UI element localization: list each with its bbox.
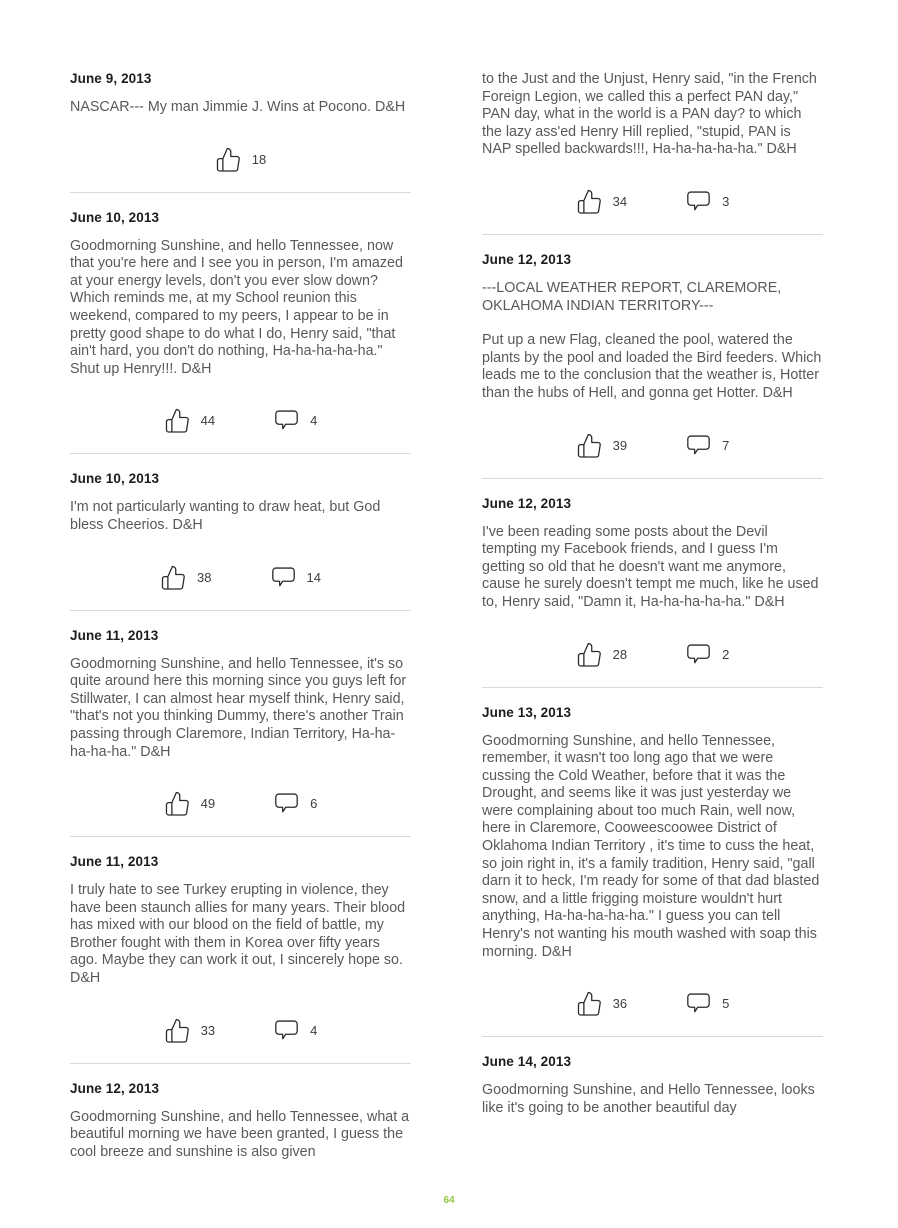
comment-count: 2 <box>722 646 730 662</box>
comment-bubble-icon <box>685 432 712 459</box>
like-count: 28 <box>612 646 628 662</box>
thumbs-up-icon <box>576 188 603 215</box>
post-date: June 13, 2013 <box>482 704 572 720</box>
left-column <box>70 71 411 1161</box>
post-text: Put up a new Flag, cleaned the pool, watered the plants by the pool and loaded the Bird feeders. Which leads me to the conclusion that the weather is, Hotter than the hubs of Hell, and gonna get Hotter. D&H <box>482 332 822 401</box>
engagement-row <box>70 564 411 591</box>
post-divider <box>70 836 411 837</box>
thumbs-up-icon <box>576 990 603 1017</box>
thumbs-up-icon <box>164 1017 191 1044</box>
like-stat <box>160 564 211 591</box>
thumbs-up-icon <box>164 790 191 817</box>
comment-stat <box>685 432 729 459</box>
like-count: 36 <box>612 996 628 1012</box>
comment-count: 4 <box>310 1022 318 1038</box>
post <box>70 471 411 610</box>
post-text: I truly hate to see Turkey erupting in violence, they have been staunch allies for many years. Their blood has mixed with our blood on the field of battle, my Brother fought with them in Korea over fifty years ago. Maybe they can work it out, I sincerely hope so. D&H <box>70 882 406 987</box>
post-text: to the Just and the Unjust, Henry said, "in the French Foreign Legion, we called this a perfect PAN day," PAN day, what in the world is a PAN day? to which the lazy ass'ed Henry Hill replied, "stupid, PAN is NAP spelled backwards!!!, Ha-ha-ha-ha-ha." D&H <box>482 71 817 158</box>
comment-count: 4 <box>310 413 318 429</box>
comment-count: 3 <box>722 193 730 209</box>
like-stat <box>164 407 215 434</box>
like-stat <box>576 641 627 668</box>
post-divider <box>482 478 823 479</box>
post <box>70 628 411 838</box>
comment-stat <box>273 1017 317 1044</box>
like-count: 33 <box>200 1022 216 1038</box>
post <box>70 71 411 193</box>
post-divider <box>70 453 411 454</box>
like-stat <box>576 990 627 1017</box>
post <box>482 496 823 688</box>
comment-count: 14 <box>306 569 321 585</box>
thumbs-up-icon <box>164 407 191 434</box>
post-date: June 11, 2013 <box>70 627 159 643</box>
comment-count: 5 <box>722 996 730 1012</box>
post <box>482 252 823 479</box>
post-date: June 11, 2013 <box>70 854 159 870</box>
thumbs-up-icon <box>215 146 242 173</box>
post <box>70 854 411 1064</box>
right-column <box>482 71 823 1117</box>
like-stat <box>576 432 627 459</box>
comment-bubble-icon <box>273 407 300 434</box>
engagement-row <box>70 407 411 434</box>
post-date: June 10, 2013 <box>70 471 160 487</box>
post-date: June 14, 2013 <box>482 1054 572 1070</box>
like-count: 18 <box>251 151 267 167</box>
post-text: I'm not particularly wanting to draw heat, but God bless Cheerios. D&H <box>70 499 381 533</box>
post-text: Goodmorning Sunshine, and hello Tennessee, it's so quite around here this morning since you guys left for Stillwater, I can almost hear myself think, Henry said, "that's not you thinking Dummy, there's another Train passing through Claremore, Indian Territory, Ha-ha-ha-ha-ha." D&H <box>70 655 407 760</box>
post-divider <box>482 234 823 235</box>
engagement-row <box>482 432 823 459</box>
like-count: 49 <box>200 796 216 812</box>
thumbs-up-icon <box>160 564 187 591</box>
post-divider <box>70 610 411 611</box>
comment-bubble-icon <box>273 1017 300 1044</box>
post-divider <box>70 1063 411 1064</box>
comment-stat <box>685 188 729 215</box>
post-text: Goodmorning Sunshine, and Hello Tennessee, looks like it's going to be another beautiful day <box>482 1082 815 1116</box>
page-number: 64 <box>443 1195 455 1206</box>
post-text: Goodmorning Sunshine, and hello Tennessee, now that you're here and I see you in person, I'm amazed at your energy levels, don't you ever slow down? Which reminds me, at my School reunion this weekend, compared to my peers, I appear to be in pretty good shape to do what I do, Henry said, "that ain't hard, you don't do nothing, Ha-ha-ha-ha-ha." Shut up Henry!!!. D&H <box>70 237 403 377</box>
post-date: June 12, 2013 <box>482 251 572 267</box>
thumbs-up-icon <box>576 432 603 459</box>
comment-stat <box>270 564 321 591</box>
post-text: NASCAR--- My man Jimmie J. Wins at Pocono. D&H <box>70 99 406 115</box>
like-count: 39 <box>612 437 628 453</box>
engagement-row <box>70 790 411 817</box>
engagement-row <box>70 1017 411 1044</box>
post-divider <box>70 192 411 193</box>
comment-bubble-icon <box>273 790 300 817</box>
engagement-row <box>482 990 823 1017</box>
like-count: 34 <box>612 193 628 209</box>
comment-bubble-icon <box>685 641 712 668</box>
comment-stat <box>685 641 729 668</box>
comment-bubble-icon <box>270 564 297 591</box>
post <box>70 210 411 455</box>
comment-stat <box>273 407 317 434</box>
thumbs-up-icon <box>576 641 603 668</box>
like-stat <box>164 790 215 817</box>
post-divider <box>482 1036 823 1037</box>
post <box>482 705 823 1038</box>
post-text: ---LOCAL WEATHER REPORT, CLAREMORE, OKLAHOMA INDIAN TERRITORY--- <box>482 279 782 314</box>
like-count: 38 <box>197 569 212 585</box>
post-divider <box>482 687 823 688</box>
like-stat <box>215 146 266 173</box>
comment-count: 6 <box>310 796 318 812</box>
comment-count: 7 <box>722 437 730 453</box>
post-date: June 10, 2013 <box>70 209 160 225</box>
post <box>482 1054 823 1117</box>
like-stat <box>164 1017 215 1044</box>
post-text: Goodmorning Sunshine, and hello Tennessee, remember, it wasn't too long ago that we were cussing the Cold Weather, before that it was the Drought, and seems like it was just yesterday we were complaining about too much Rain, well now, here in Claremore, Cooweescoowee District of Oklahoma Indian Territory , it's time to cuss the heat, so join right in, it's a family tradition, Henry said, "gall darn it to heck, I'm ready for some of that dad blasted snow, and a little frigging moisture wouldn't hurt anything, Ha-ha-ha-ha-ha." I guess you can tell Henry's not wanting his mouth washed with soap this morning. D&H <box>482 732 820 960</box>
post <box>70 1081 411 1162</box>
comment-bubble-icon <box>685 188 712 215</box>
comment-stat <box>273 790 317 817</box>
post-continuation <box>482 71 823 235</box>
engagement-row <box>482 188 823 215</box>
post-date: June 12, 2013 <box>482 495 572 511</box>
like-count: 44 <box>200 413 216 429</box>
post-text: Goodmorning Sunshine, and hello Tennessee, what a beautiful morning we have been granted, I guess the cool breeze and sunshine is also given <box>70 1108 410 1160</box>
engagement-row <box>482 641 823 668</box>
comment-bubble-icon <box>685 990 712 1017</box>
post-text: I've been reading some posts about the Devil tempting my Facebook friends, and I guess I'm getting so old that he doesn't want me anymore, cause he surely doesn't tempt me much, like he used to, Henry said, "Damn it, Ha-ha-ha-ha-ha." D&H <box>482 523 819 610</box>
post-date: June 12, 2013 <box>70 1080 160 1096</box>
comment-stat <box>685 990 729 1017</box>
engagement-row <box>70 146 411 173</box>
post-date: June 9, 2013 <box>70 71 152 86</box>
like-stat <box>576 188 627 215</box>
